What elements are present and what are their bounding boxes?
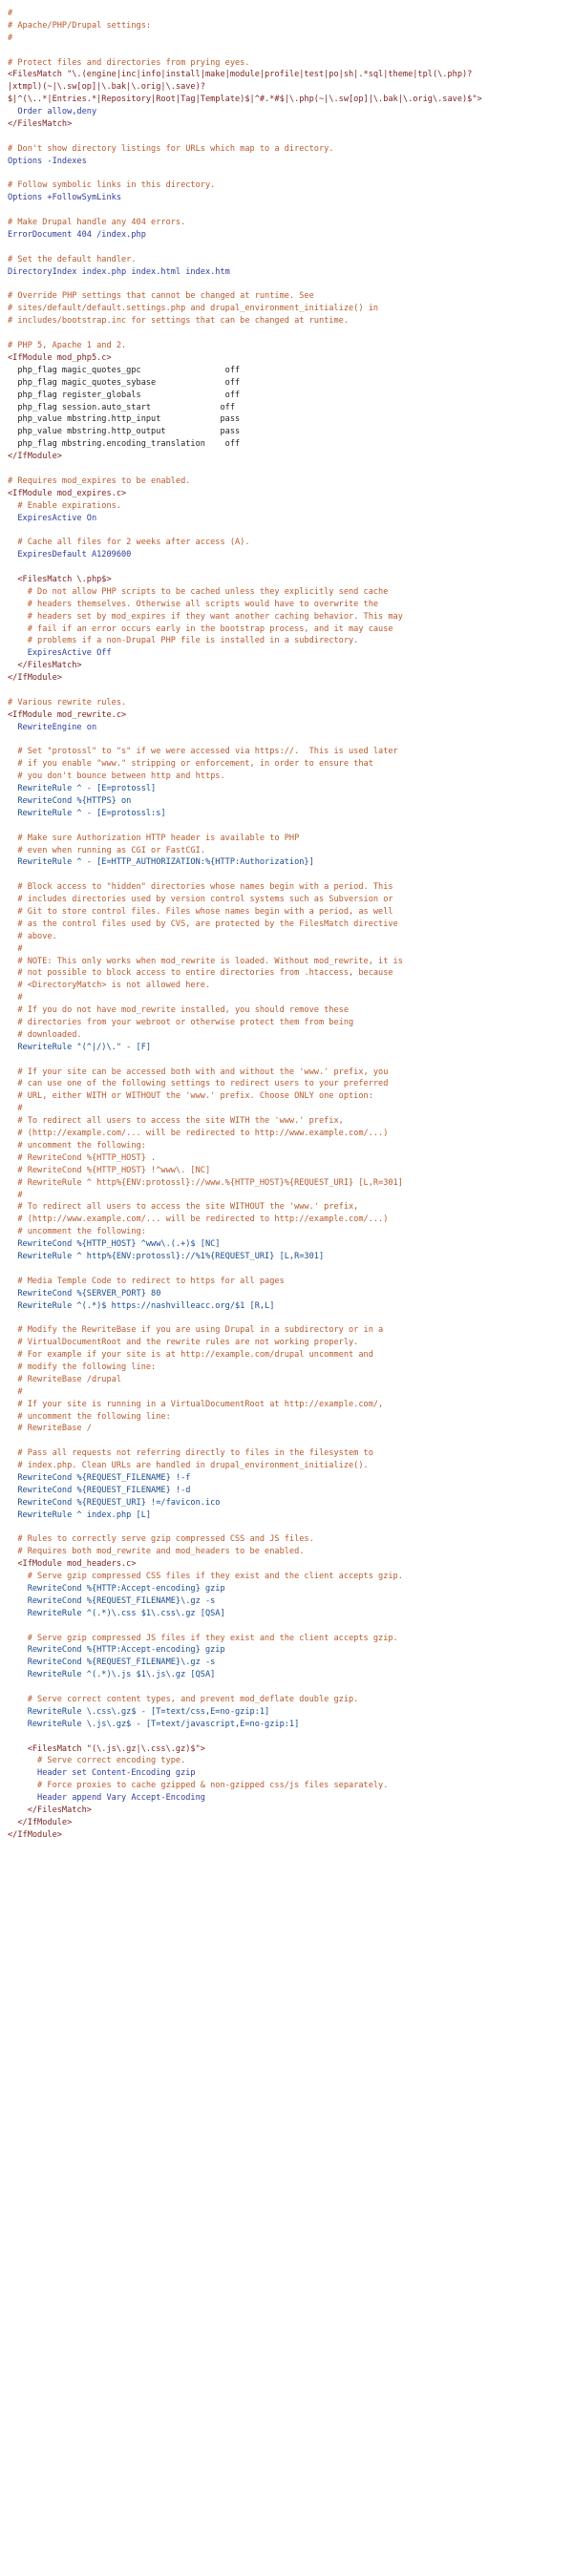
code-line: RewriteCond %{HTTP:Accept-encoding} gzip	[8, 1645, 225, 1656]
code-line	[8, 463, 567, 475]
code-line: RewriteCond %{SERVER_PORT} 80	[8, 1288, 161, 1299]
comment-line: # Force proxies to cache gzipped & non-gzipped css/js files separately.	[8, 1781, 389, 1791]
comment-line: #	[8, 993, 23, 1003]
comment-line: # index.php. Clean URLs are handled in drupal_environment_initialize().	[8, 1461, 369, 1471]
comment-line: # Apache/PHP/Drupal settings:	[8, 20, 152, 31]
comment-line: # fail if an error occurs early in the bootstrap process, and it may cause	[8, 623, 393, 634]
code-line: RewriteCond %{REQUEST_URI} !=/favicon.ico	[8, 1497, 221, 1508]
comment-line: # If your site is running in a VirtualDocumentRoot at http://example.com/,	[8, 1399, 384, 1409]
comment-line: # RewriteRule ^ http%{ENV:protossl}://www.%{HTTP_HOST}%{REQUEST_URI} [L,R=301]	[8, 1177, 403, 1188]
code-line	[8, 685, 567, 697]
tag-line: $|^(\..*|Entries.*|Repository|Root|Tag|Template)$|^#.*#$|\.php(~|\.sw[op]|\.bak|\.orig\.save)$">	[8, 95, 482, 105]
comment-line: # Block access to "hidden" directories whose names begin with a period. This	[8, 882, 393, 893]
code-line	[8, 820, 567, 833]
code-line	[8, 45, 567, 57]
comment-line: # Rules to correctly serve gzip compressed CSS and JS files.	[8, 1534, 314, 1545]
code-line: RewriteCond %{HTTPS} on	[8, 796, 132, 806]
comment-line: # sites/default/default.settings.php and drupal_environment_initialize() in	[8, 304, 379, 314]
code-line: RewriteCond %{REQUEST_FILENAME} !-f	[8, 1472, 191, 1483]
code-line	[8, 242, 567, 254]
comment-line: # RewriteCond %{HTTP_HOST} !^www\. [NC]	[8, 1165, 211, 1175]
comment-line: # problems if a non-Drupal PHP file is installed in a subdirectory.	[8, 636, 359, 646]
tag-line: <FilesMatch "\.(engine|inc|info|install|make|module|profile|test|po|sh|.*sql|theme|tpl(\.php)?	[8, 70, 473, 80]
comment-line: # RewriteBase /	[8, 1424, 92, 1434]
tag-line: </FilesMatch>	[8, 1805, 92, 1816]
code-line: RewriteRule ^(.*)$ https://nashvilleacc.org/$1 [R,L]	[8, 1300, 275, 1311]
code-line: ErrorDocument 404 /index.php	[8, 230, 146, 241]
comment-line: #	[8, 32, 13, 43]
comment-line: # Requires both mod_rewrite and mod_headers to be enabled.	[8, 1547, 305, 1557]
comment-line: # Serve gzip compressed JS files if they exist and the client accepts gzip.	[8, 1633, 398, 1643]
code-line	[8, 1522, 567, 1534]
code-line: RewriteRule ^ - [E=protossl]	[8, 784, 157, 794]
code-line: Options +FollowSymLinks	[8, 193, 121, 203]
code-line: RewriteCond %{REQUEST_FILENAME} !-d	[8, 1485, 191, 1495]
tag-line: <IfModule mod_php5.c>	[8, 352, 112, 363]
code-line: php_flag mbstring.encoding_translation off	[8, 439, 241, 450]
comment-line: # If you do not have mod_rewrite installed, you should remove these	[8, 1005, 349, 1016]
comment-line: # Set "protossl" to "s" if we were accessed via https://. This is used later	[8, 747, 398, 757]
code-line: php_value mbstring.http_input pass	[8, 414, 241, 425]
code-line: RewriteRule "(^|/)\." - [F]	[8, 1042, 152, 1052]
tag-line: <FilesMatch \.php$>	[8, 574, 112, 584]
comment-line: # includes directories used by version control systems such as Subversion or	[8, 895, 393, 905]
code-line: RewriteRule ^ http%{ENV:protossl}://%1%{REQUEST_URI} [L,R=301]	[8, 1251, 325, 1261]
code-line	[8, 204, 567, 217]
comment-line: # Do not allow PHP scripts to be cached unless they explicitly send cache	[8, 586, 389, 597]
comment-line: # Make sure Authorization HTTP header is available to PHP	[8, 833, 300, 843]
comment-line: # can use one of the following settings to redirect users to your preferred	[8, 1079, 389, 1089]
comment-line: # Pass all requests not referring directly to files in the filesystem to	[8, 1448, 373, 1459]
comment-line: # even when running as CGI or FastCGI.	[8, 845, 205, 855]
code-line	[8, 327, 567, 340]
comment-line: # Override PHP settings that cannot be changed at runtime. See	[8, 291, 314, 302]
code-line	[8, 168, 567, 180]
code-line: RewriteRule ^ index.php [L]	[8, 1510, 152, 1520]
tag-line: </IfModule>	[8, 673, 62, 684]
tag-line: </FilesMatch>	[8, 661, 82, 671]
code-line: ExpiresDefault A1209600	[8, 550, 132, 560]
comment-line: # downloaded.	[8, 1029, 82, 1040]
tag-line: </IfModule>	[8, 1829, 62, 1840]
comment-line: # modify the following line:	[8, 1362, 157, 1372]
comment-line: # as the control files used by CVS, are protected by the FilesMatch directive	[8, 918, 398, 929]
comment-line: # directories from your webroot or otherwise protect them from being	[8, 1018, 354, 1028]
tag-line: </IfModule>	[8, 452, 62, 462]
code-line: RewriteCond %{REQUEST_FILENAME}\.gz -s	[8, 1658, 216, 1668]
comment-line: # Git to store control files. Files whose names begin with a period, as well	[8, 907, 393, 918]
comment-line: # Various rewrite rules.	[8, 697, 127, 707]
tag-line: <IfModule mod_rewrite.c>	[8, 709, 127, 720]
comment-line: # Make Drupal handle any 404 errors.	[8, 218, 186, 228]
comment-line: # <DirectoryMatch> is not allowed here.	[8, 981, 211, 991]
comment-line: # Protect files and directories from prying eyes.	[8, 57, 250, 68]
comment-line: #	[8, 1104, 23, 1114]
code-line: RewriteRule ^ - [E=protossl:s]	[8, 808, 166, 818]
comment-line: # For example if your site is at http://example.com/drupal uncomment and	[8, 1350, 373, 1361]
comment-line: # not possible to block access to entire directories from .htaccess, because	[8, 968, 393, 979]
comment-line: # Don't show directory listings for URLs which map to a directory.	[8, 143, 334, 154]
code-line	[8, 279, 567, 291]
code-line	[8, 1312, 567, 1324]
code-line: php_flag magic_quotes_gpc off	[8, 365, 241, 375]
comment-line: # To redirect all users to access the site WITH the 'www.' prefix,	[8, 1116, 344, 1127]
comment-line: # above.	[8, 931, 57, 941]
code-line: RewriteEngine on	[8, 722, 97, 732]
comment-line: #	[8, 1386, 23, 1397]
comment-line: # uncomment the following line:	[8, 1411, 171, 1422]
code-line: RewriteRule ^ - [E=HTTP_AUTHORIZATION:%{HTTP:Authorization}]	[8, 857, 314, 868]
comment-line: #	[8, 9, 13, 18]
comment-line: # Follow symbolic links in this directory.	[8, 180, 216, 191]
comment-line: # headers themselves. Otherwise all scripts would have to overwrite the	[8, 599, 379, 609]
code-line: RewriteRule ^(.*)\.js $1\.js\.gz [QSA]	[8, 1670, 216, 1680]
code-line: Options -Indexes	[8, 156, 87, 166]
comment-line: # RewriteCond %{HTTP_HOST} .	[8, 1152, 157, 1163]
tag-line: </FilesMatch>	[8, 119, 73, 130]
tag-line: <FilesMatch "(\.js\.gz|\.css\.gz)$">	[8, 1743, 205, 1754]
comment-line: # you don't bounce between http and https.	[8, 771, 225, 782]
tag-line: |xtmpl)(~|\.sw[op]|\.bak|\.orig|\.save)?	[8, 82, 205, 93]
code-line: RewriteRule ^(.*)\.css $1\.css\.gz [QSA]	[8, 1608, 225, 1618]
comment-line: # PHP 5, Apache 1 and 2.	[8, 341, 127, 351]
comment-line: # headers set by mod_expires if they want another caching behavior. This may	[8, 611, 403, 622]
comment-line: # uncomment the following:	[8, 1227, 146, 1237]
code-line	[8, 561, 567, 574]
comment-line: # If your site can be accessed both with and without the 'www.' prefix, you	[8, 1066, 389, 1077]
code-line	[8, 734, 567, 747]
comment-line: # (http://example.com/... will be redirected to http://www.example.com/...)	[8, 1129, 389, 1139]
code-line: php_flag session.auto_start off	[8, 402, 235, 412]
comment-line: # Modify the RewriteBase if you are using Drupal in a subdirectory or in a	[8, 1325, 384, 1336]
code-line: RewriteCond %{HTTP_HOST} ^www\.(.+)$ [NC]	[8, 1239, 221, 1250]
comment-line: # To redirect all users to access the site WITHOUT the 'www.' prefix,	[8, 1202, 359, 1213]
code-line: RewriteCond %{REQUEST_FILENAME}\.gz -s	[8, 1595, 216, 1606]
comment-line: # Cache all files for 2 weeks after access (A).	[8, 538, 250, 548]
comment-line: #	[8, 943, 23, 954]
code-line	[8, 1681, 567, 1694]
code-line: php_value mbstring.http_output pass	[8, 427, 241, 437]
tag-line: <IfModule mod_headers.c>	[8, 1559, 137, 1570]
code-line: Header append Vary Accept-Encoding	[8, 1793, 205, 1804]
tag-line: </IfModule>	[8, 1817, 73, 1827]
comment-line: # if you enable "www." stripping or enforcement, in order to ensure that	[8, 759, 373, 770]
code-line: php_flag magic_quotes_sybase off	[8, 377, 241, 388]
code-line	[8, 1620, 567, 1633]
comment-line: # Serve gzip compressed CSS files if they exist and the client accepts gzip.	[8, 1572, 403, 1582]
comment-line: # URL, either WITH or WITHOUT the 'www.' prefix. Choose ONLY one option:	[8, 1091, 373, 1102]
comment-line: # Enable expirations.	[8, 500, 121, 511]
comment-line: # includes/bootstrap.inc for settings that can be changed at runtime.	[8, 316, 349, 327]
code-line: RewriteRule \.css\.gz$ - [T=text/css,E=no-gzip:1]	[8, 1706, 270, 1717]
code-line	[8, 1731, 567, 1743]
comment-line: # Media Temple Code to redirect to https for all pages	[8, 1276, 285, 1286]
code-line: php_flag register_globals off	[8, 390, 241, 400]
comment-line: # RewriteBase /drupal	[8, 1374, 121, 1384]
code-line: RewriteCond %{HTTP:Accept-encoding} gzip	[8, 1584, 225, 1594]
code-line	[8, 869, 567, 881]
code-line	[8, 1054, 567, 1066]
code-line: Header set Content-Encoding gzip	[8, 1768, 196, 1779]
comment-line: # Requires mod_expires to be enabled.	[8, 475, 191, 486]
code-line	[8, 131, 567, 143]
code-line	[8, 524, 567, 537]
code-line: Order allow,deny	[8, 107, 97, 117]
code-line	[8, 1263, 567, 1276]
comment-line: # Serve correct encoding type.	[8, 1756, 186, 1766]
code-line: RewriteRule \.js\.gz$ - [T=text/javascript,E=no-gzip:1]	[8, 1719, 300, 1729]
comment-line: #	[8, 1190, 23, 1200]
code-line: ExpiresActive Off	[8, 648, 112, 659]
comment-line: # Serve correct content types, and prevent mod_deflate double gzip.	[8, 1695, 359, 1705]
comment-line: # Set the default handler.	[8, 254, 137, 264]
code-line: DirectoryIndex index.php index.html index.htm	[8, 266, 230, 277]
code-line: ExpiresActive On	[8, 513, 97, 523]
comment-line: # VirtualDocumentRoot and the rewrite rules are not working properly.	[8, 1338, 359, 1348]
comment-line: # uncomment the following:	[8, 1140, 146, 1151]
tag-line: <IfModule mod_expires.c>	[8, 488, 127, 498]
comment-line: # (http://www.example.com/... will be redirected to http://example.com/...)	[8, 1214, 389, 1225]
code-line	[8, 1435, 567, 1447]
comment-line: # NOTE: This only works when mod_rewrite is loaded. Without mod_rewrite, it is	[8, 956, 403, 966]
